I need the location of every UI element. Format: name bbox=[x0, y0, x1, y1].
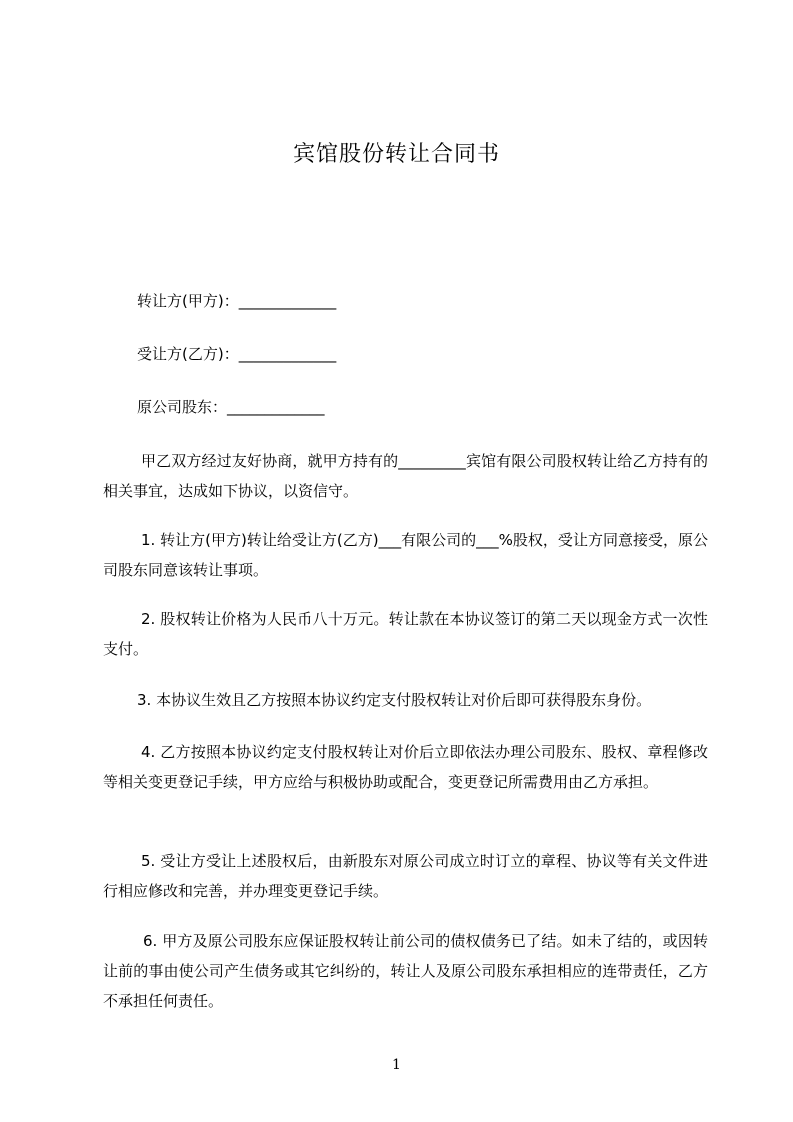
original-shareholder-field bbox=[137, 397, 325, 417]
transferee-label: 受让方(乙方)： bbox=[137, 345, 239, 363]
clause-5: 5. 受让方受让上述股权后，由新股东对原公司成立时订立的章程、协议等有关文件进行相应修改和完善，并办理变更登记手续。 bbox=[103, 852, 708, 900]
clause-4: 4. 乙方按照本协议约定支付股权转让对价后立即依法办理公司股东、股权、章程修改等相关变更登记手续，甲方应给与积极协助或配合，变更登记所需费用由乙方承担。 bbox=[103, 743, 708, 791]
transferor-field bbox=[137, 291, 336, 311]
page-number: 1 bbox=[392, 1057, 401, 1073]
transferee-blank: _____________ bbox=[238, 345, 337, 363]
intro-paragraph: 甲乙双方经过友好协商，就甲方持有的_________宾馆有限公司股权转让给乙方持有的相关事宜，达成如下协议，以资信守。 bbox=[103, 452, 708, 500]
original-shareholder-blank: _____________ bbox=[227, 398, 325, 416]
clause-3: 3. 本协议生效且乙方按照本协议约定支付股权转让对价后即可获得股东身份。 bbox=[137, 691, 652, 709]
transferor-label: 转让方(甲方)： bbox=[137, 292, 239, 310]
transferor-blank: _____________ bbox=[238, 292, 337, 310]
clause-2: 2. 股权转让价格为人民币八十万元。转让款在本协议签订的第二天以现金方式一次性支付。 bbox=[103, 610, 708, 658]
original-shareholder-label: 原公司股东： bbox=[137, 398, 228, 416]
clause-1: 1. 转让方(甲方)转让给受让方(乙方)___有限公司的___%股权，受让方同意接受，原公司股东同意该转让事项。 bbox=[103, 531, 708, 579]
document-title: 宾馆股份转让合同书 bbox=[292, 142, 500, 167]
clause-6: 6. 甲方及原公司股东应保证股权转让前公司的债权债务已了结。如未了结的，或因转让前的事由使公司产生债务或其它纠纷的，转让人及原公司股东承担相应的连带责任，乙方不承担任何责任。 bbox=[103, 932, 708, 1010]
transferee-field bbox=[137, 344, 336, 364]
